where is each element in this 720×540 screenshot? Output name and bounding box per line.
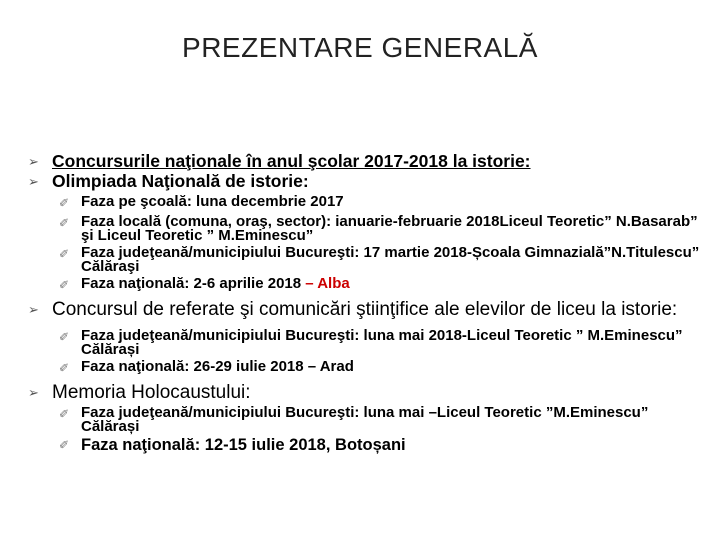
sub-bullet-school-phase [59,195,704,212]
arrow-bullet-icon: ➢ [28,174,39,189]
slide-content [28,152,704,454]
leaf-bullet-icon: ✐ [59,278,70,292]
slide-title: PREZENTARE GENERALĂ [182,32,538,63]
sub-bullet-holocaust-national [59,437,704,454]
sub-bullet-papers-county [59,329,704,357]
sub-bullet-text [81,277,350,291]
arrow-bullet-icon: ➢ [28,302,39,317]
bullet-text: Olimpiada Naţională de istorie: [52,171,309,191]
sub-bullet-text: Faza naţională: 12-15 iulie 2018, Botoșani [81,436,406,454]
sub-bullet-county-phase [59,246,704,274]
bullet-text: Memoria Holocaustului: [52,382,251,403]
bullet-text: Concursul de referate şi comunicări ştiinţifice ale elevilor de liceu la istorie: [52,299,678,320]
phase-text: Faza naţională: 2-6 aprilie 2018 [81,275,306,292]
sub-bullet-local-phase [59,215,704,243]
sub-bullet-text: Faza pe şcoală: luna decembrie 2017 [81,193,344,210]
sub-bullet-papers-national [59,360,704,377]
sub-bullet-text: Faza judeţeană/municipiului Bucureşti: luna mai 2018-Liceul Teoretic ” M.Eminescu” Călărași [81,327,683,358]
leaf-bullet-icon: ✐ [59,247,70,261]
leaf-bullet-icon: ✐ [59,330,70,344]
leaf-bullet-icon: ✐ [59,438,70,452]
location-highlight: – Alba [305,275,350,292]
bullet-holocaust [28,383,704,403]
sub-bullet-text: Faza locală (comuna, oraş, sector): ianuarie-februarie 2018Liceul Teoretic” N.Basarab” şi Liceul Teoretic ” M.Eminescu” [81,213,698,244]
leaf-bullet-icon: ✐ [59,361,70,375]
arrow-bullet-icon: ➢ [28,385,39,400]
bullet-olympiad [28,172,704,192]
bullet-papers-contest [28,300,704,320]
sub-bullet-text: Faza naţională: 26-29 iulie 2018 – Arad [81,358,354,375]
leaf-bullet-icon: ✐ [59,196,70,210]
arrow-bullet-icon: ➢ [28,154,39,169]
bullet-text: Concursurile naţionale în anul şcolar 2017-2018 la istorie: [52,151,531,171]
sub-bullet-text: Faza judeţeană/municipiului Bucureşti: luna mai –Liceul Teoretic ”M.Eminescu” Călărași [81,404,649,435]
sub-bullet-text: Faza judeţeană/municipiului Bucureşti: 17 martie 2018-Școala Gimnazială”N.Titulescu” Călăraşi [81,244,700,275]
sub-bullet-national-phase [59,277,704,294]
leaf-bullet-icon: ✐ [59,216,70,230]
bullet-national-contests [28,152,704,172]
sub-bullet-holocaust-county [59,406,704,434]
leaf-bullet-icon: ✐ [59,407,70,421]
